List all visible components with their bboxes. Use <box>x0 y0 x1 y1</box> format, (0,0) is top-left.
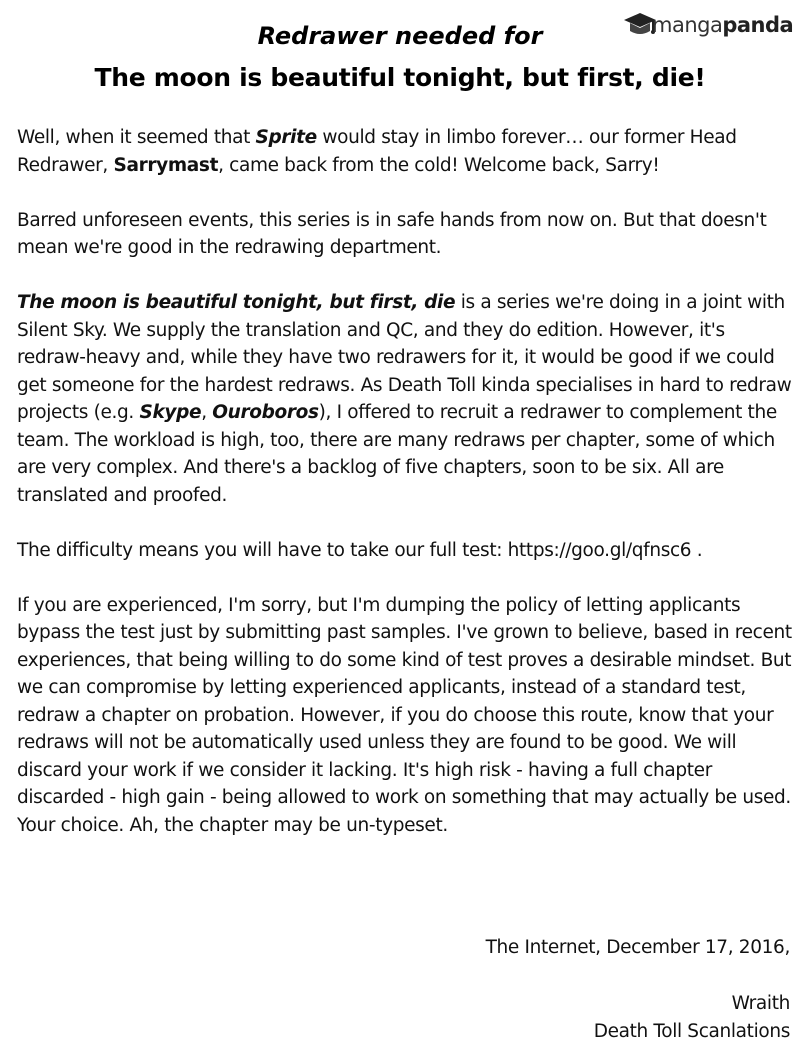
paragraph-policy: If you are experienced, I'm sorry, but I'm dumping the policy of letting applicants bypass the test just by submitting past samples. I've grown to believe, based in recent experiences, that being willing to do some kind of test proves a desirable mindset. But we can compromise by letting experienced applicants, instead of a standard test, redraw a chapter on probation. However, if you do choose this route, know that your redraws will not be automatically used unless they are found to be good. We will discard your work if we consider it lacking. It's high risk - having a full chapter discarded - high gain - being allowed to work on something that may actually be used. Your choice. Ah, the chapter may be un-typeset. <box>17 594 792 836</box>
paragraph-test: The difficulty means you will have to take our full test: https://goo.gl/qfnsc6 . <box>17 539 703 561</box>
series-name-skype: Skype <box>139 402 202 423</box>
signature-group: Death Toll Scanlations <box>593 1020 790 1042</box>
paragraph-project <box>17 289 792 509</box>
text-run: ), I offered to recruit a redrawer to complement the team. The workload is high, too, there are many redraws per chapter, some of which are very complex. And there's a backlog of five chapters, soon to be six. All are translated and proofed. <box>17 402 777 506</box>
announcement-body <box>17 124 792 867</box>
text-run: , came back from the cold! Welcome back, Sarry! <box>218 154 660 176</box>
series-name-sprite: Sprite <box>255 127 317 148</box>
heading-line-2: The moon is beautiful tonight, but first, die! <box>94 63 706 92</box>
text-run: is a series we're doing in a joint with Silent Sky. We supply the translation and QC, and they do edition. However, it's redraw-heavy and, while they have two redrawers for it, it would be good if we could get someone for the hardest redraws. As Death Toll kinda specialises in hard to redraw projects (e.g. <box>17 292 792 423</box>
signature-date: The Internet, December 17, 2016, <box>485 937 790 958</box>
series-name-moon: The moon is beautiful tonight, but first, die <box>17 292 456 313</box>
member-name-sarrymast: Sarrymast <box>113 154 219 176</box>
logo-text-manga: manga <box>652 13 723 37</box>
paragraph-intro <box>17 124 792 179</box>
signature-name: Wraith <box>731 993 790 1014</box>
text-run: would stay in limbo forever… our former Head Redrawer, <box>17 127 737 176</box>
signature-block <box>594 990 790 1045</box>
heading-line-1: Redrawer needed for <box>257 22 543 50</box>
text-run: , <box>201 402 213 423</box>
paragraph-status: Barred unforeseen events, this series is in safe hands from now on. But that doesn't mean we're good in the redrawing department. <box>17 209 767 258</box>
series-name-ouroboros: Ouroboros <box>212 402 319 423</box>
logo-text-panda: panda <box>722 13 794 37</box>
text-run: Well, when it seemed that <box>17 127 256 148</box>
